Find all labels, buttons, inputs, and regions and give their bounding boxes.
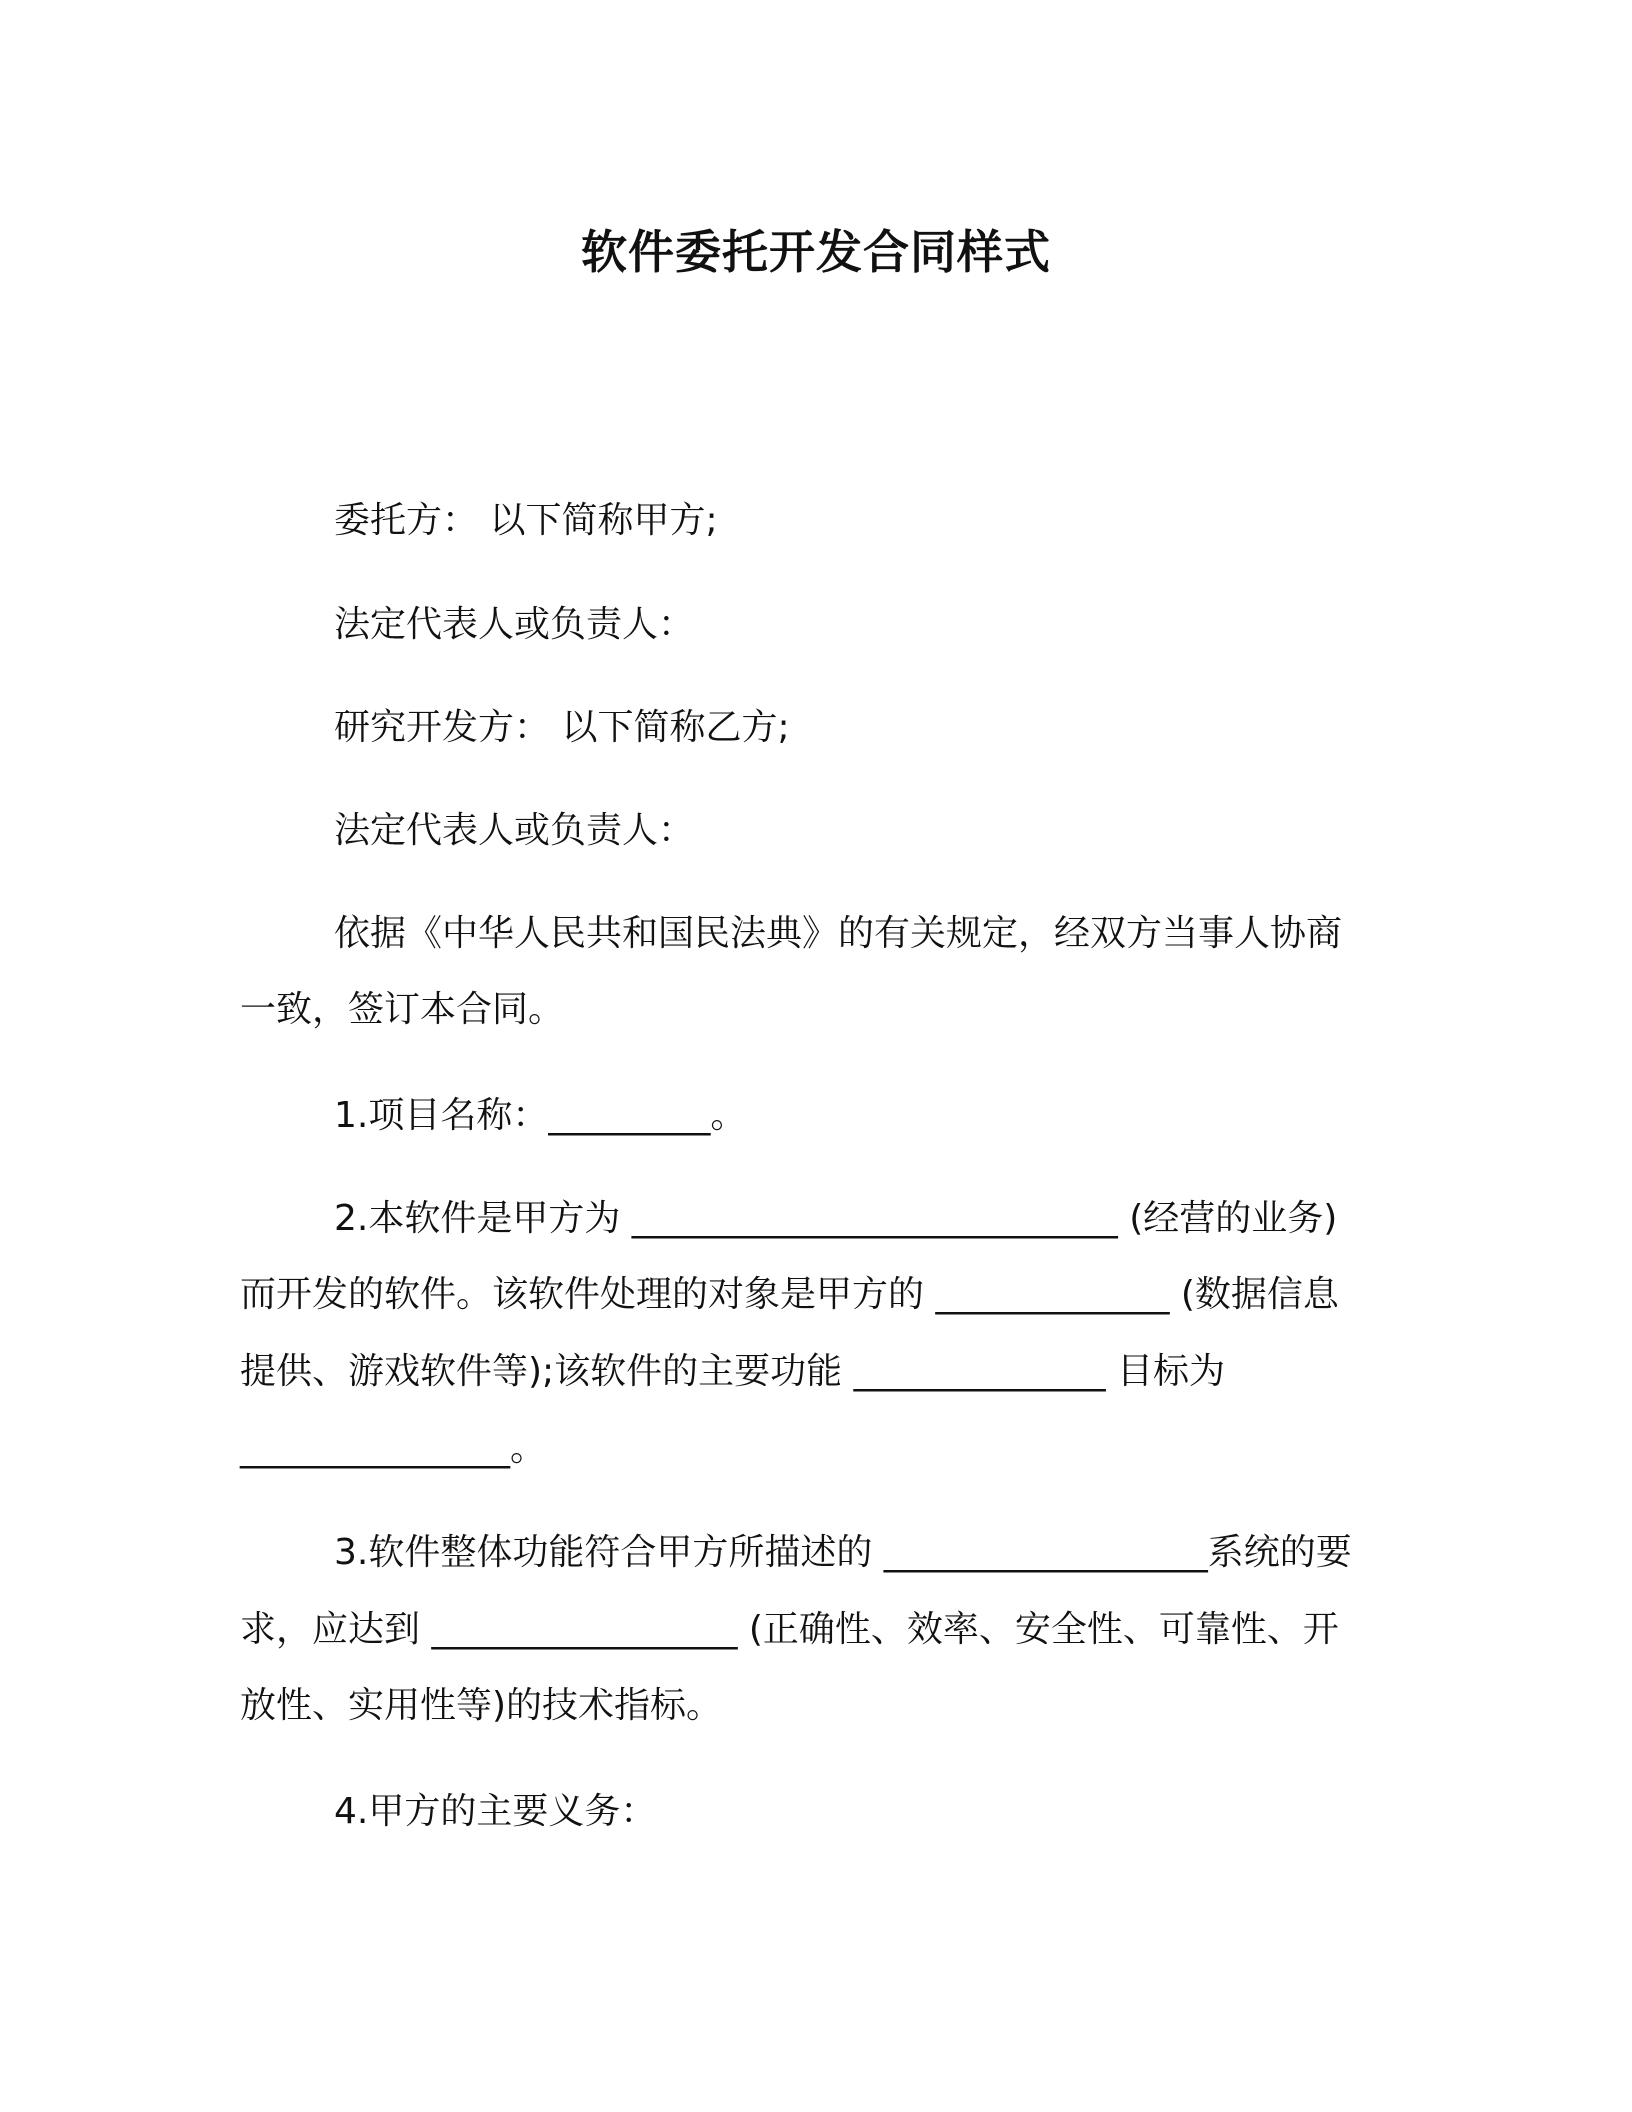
party-a-line: 委托方： 以下简称甲方; xyxy=(334,500,718,541)
clause-4: 4.甲方的主要义务： xyxy=(334,1791,657,1832)
clause-3-line-1: 3.软件整体功能符合甲方所描述的 __________________系统的要 xyxy=(334,1532,1352,1573)
preamble-line-2: 一致，签订本合同。 xyxy=(240,989,565,1030)
clause-3-line-3: 放性、实用性等)的技术指标。 xyxy=(240,1685,723,1726)
clause-2-line-2: 而开发的软件。该软件处理的对象是甲方的 _____________ (数据信息 xyxy=(240,1274,1339,1315)
clause-3-line-2: 求，应达到 _________________ (正确性、效率、安全性、可靠性、开 xyxy=(240,1609,1339,1650)
party-b-representative: 法定代表人或负责人： xyxy=(334,810,695,851)
document-title: 软件委托开发合同样式 xyxy=(581,225,1051,279)
party-b-line: 研究开发方： 以下简称乙方; xyxy=(334,707,790,748)
party-a-representative: 法定代表人或负责人： xyxy=(334,604,695,645)
clause-2-line-1: 2.本软件是甲方为 ___________________________ (经营的业务) xyxy=(334,1198,1338,1239)
clause-2-line-3: 提供、游戏软件等);该软件的主要功能 ______________ 目标为 xyxy=(240,1351,1226,1392)
clause-2-line-4: _______________。 xyxy=(240,1428,546,1469)
preamble-line-1: 依据《中华人民共和国民法典》的有关规定，经双方当事人协商 xyxy=(334,913,1343,954)
clause-1: 1.项目名称：_________。 xyxy=(334,1095,747,1136)
